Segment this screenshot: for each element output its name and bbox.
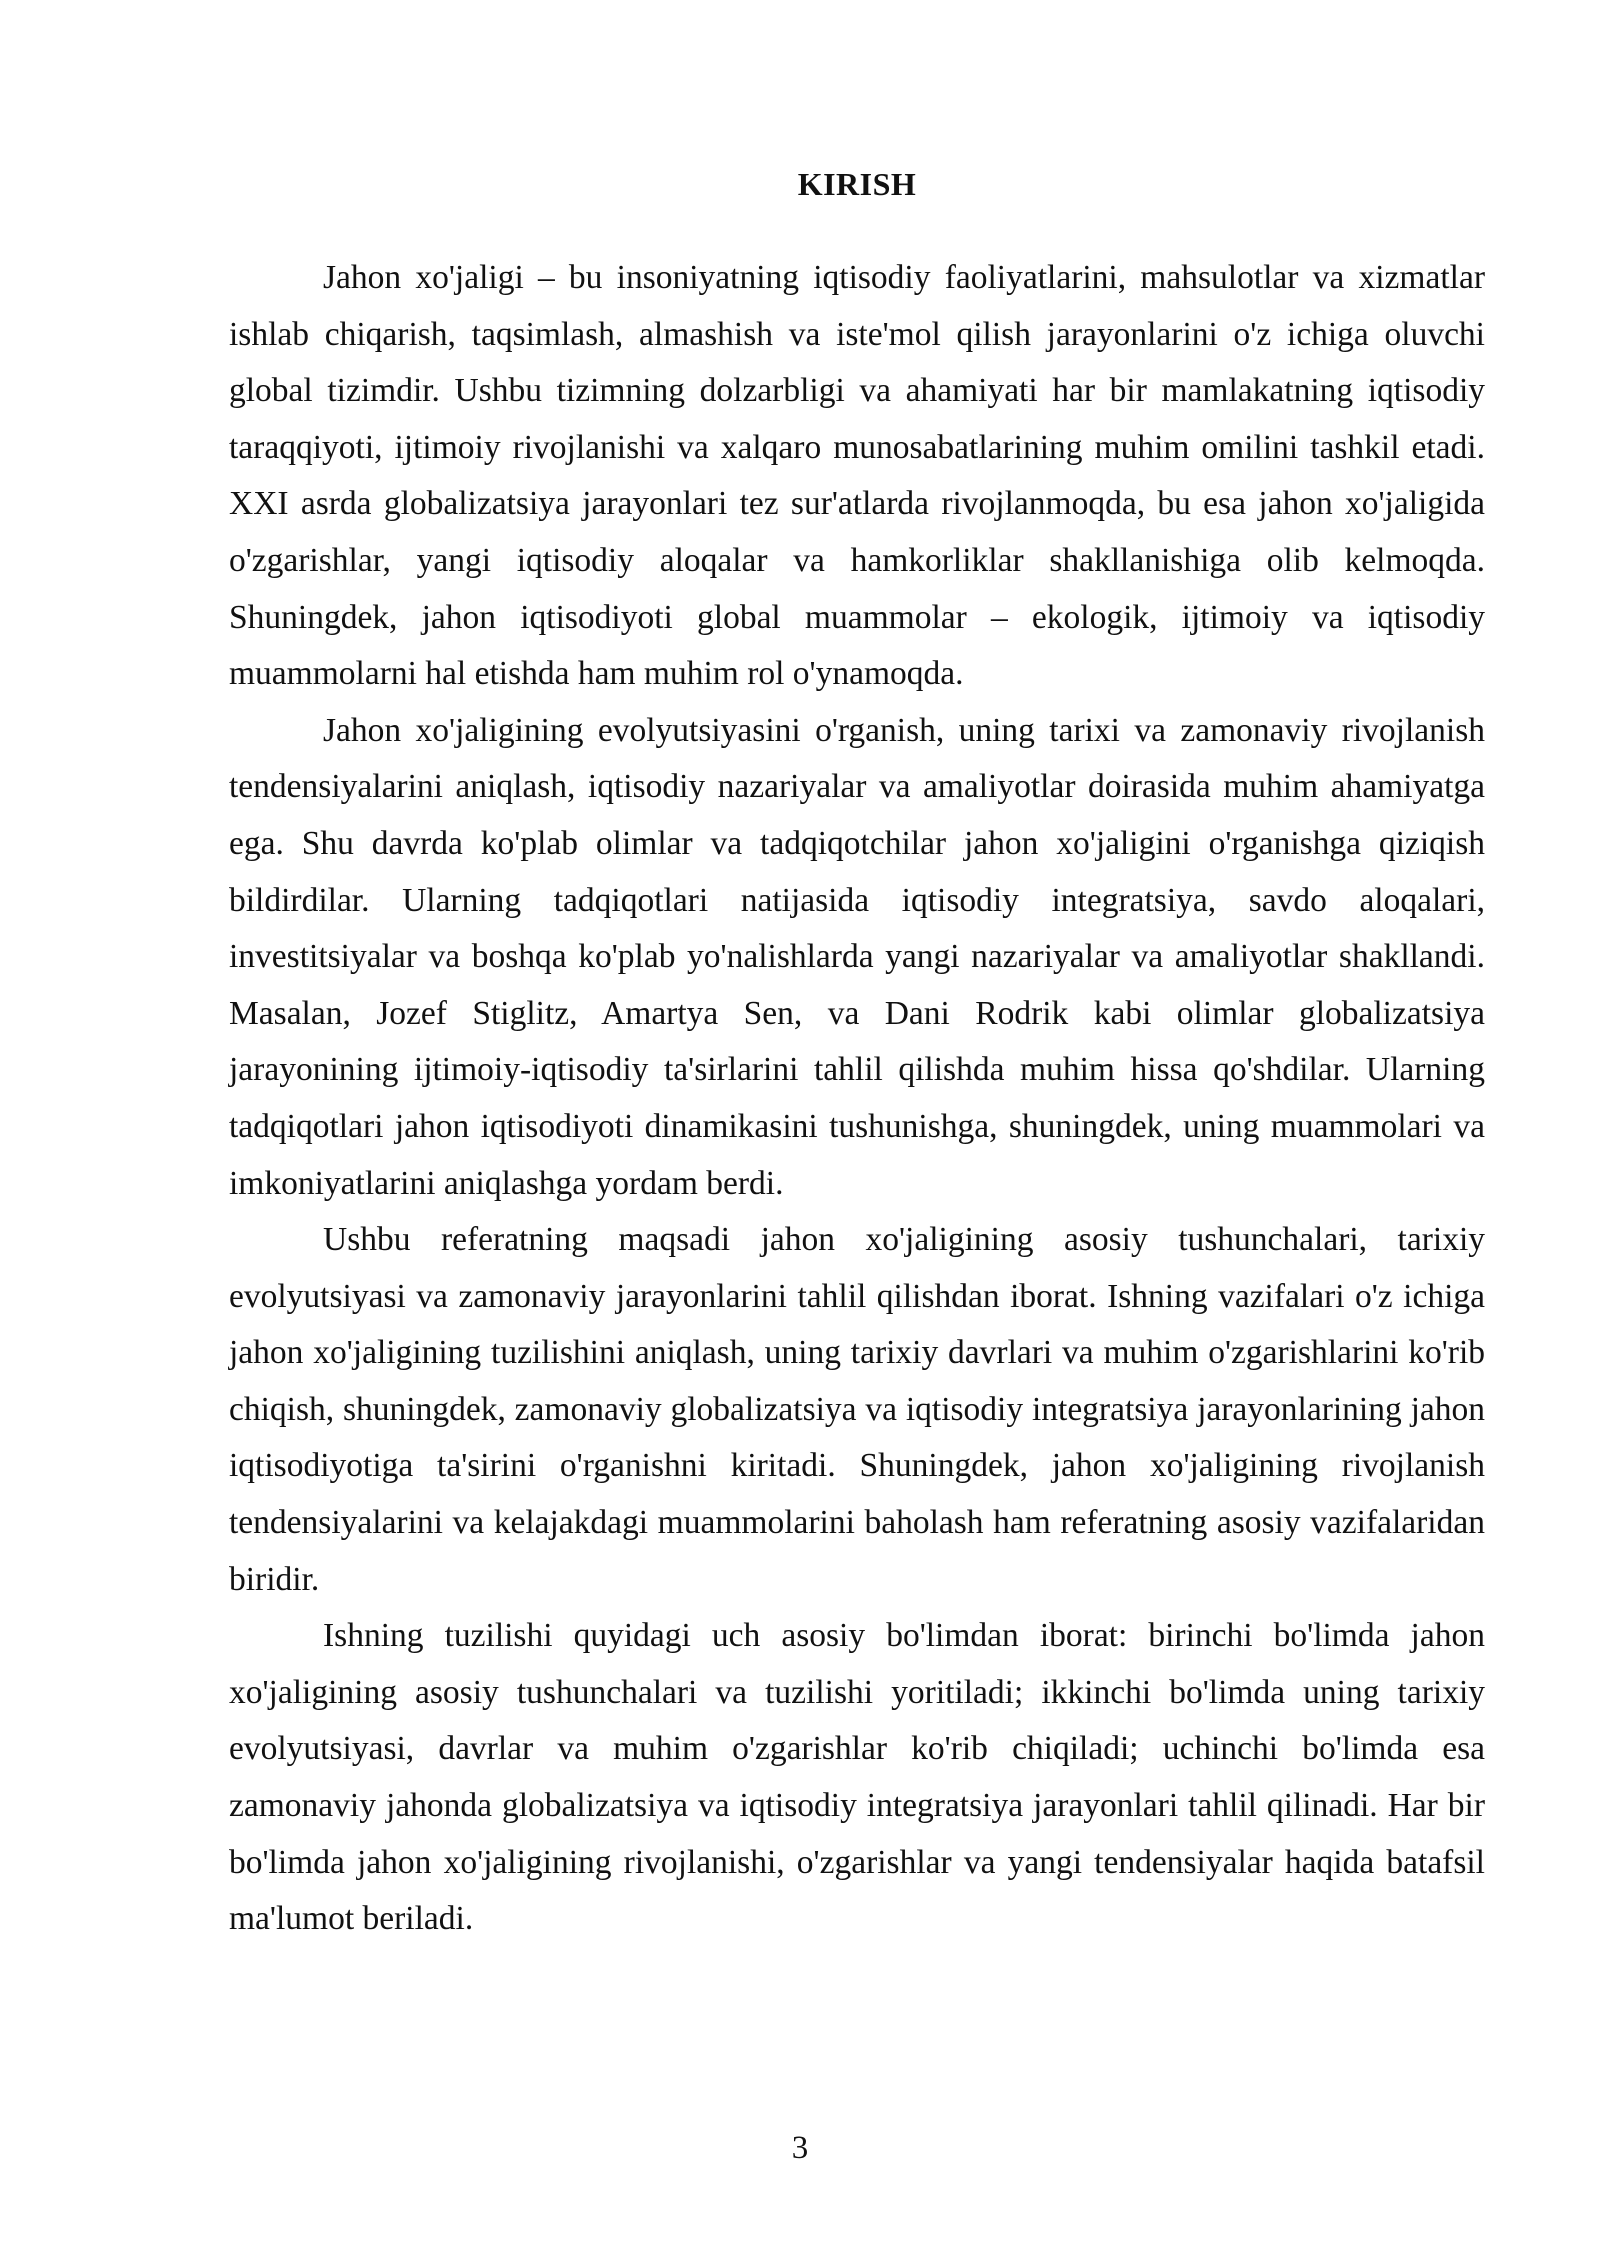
page-number: 3 bbox=[791, 2130, 809, 2166]
paragraph-1: Jahon xo'jaligi – bu insoniyatning iqtisodiy faoliyatlarini, mahsulotlar va xizmatlar ishlab chiqarish, taqsimlash, almashish va iste'mol qilish jarayonlarini o'z ichiga oluvchi global tizimdir. Ushbu tizimning dolzarbligi va ahamiyati har bir mamlakatning iqtisodiy taraqqiyoti, ijtimoiy rivojlanishi va xalqaro munosabatlarining muhim omilini tashkil etadi. XXI asrda globalizatsiya jarayonlari tez sur'atlarda rivojlanmoqda, bu esa jahon xo'jaligida o'zgarishlar, yangi iqtisodiy aloqalar va hamkorliklar shakllanishiga olib kelmoqda. Shuningdek, jahon iqtisodiyoti global muammolar – ekologik, ijtimoiy va iqtisodiy muammolarni hal etishda ham muhim rol o'ynamoqda. bbox=[229, 259, 1485, 693]
page-title: KIRISH bbox=[797, 166, 917, 202]
paragraph-4: Ishning tuzilishi quyidagi uch asosiy bo'limdan iborat: birinchi bo'limda jahon xo'jaligining asosiy tushunchalari va tuzilishi yoritiladi; ikkinchi bo'limda uning tarixiy evolyutsiyasi, davrlar va muhim o'zgarishlar ko'rib chiqiladi; uchinchi bo'limda esa zamonaviy jahonda globalizatsiya va iqtisodiy integratsiya jarayonlari tahlil qilinadi. Har bir bo'limda jahon xo'jaligining rivojlanishi, o'zgarishlar va yangi tendensiyalar haqida batafsil ma'lumot beriladi. bbox=[229, 1617, 1485, 1938]
body-text bbox=[229, 250, 1485, 1948]
paragraph-2: Jahon xo'jaligining evolyutsiyasini o'rganish, uning tarixi va zamonaviy rivojlanish tendensiyalarini aniqlash, iqtisodiy nazariyalar va amaliyotlar doirasida muhim ahamiyatga ega. Shu davrda ko'plab olimlar va tadqiqotchilar jahon xo'jaligini o'rganishga qiziqish bildirdilar. Ularning tadqiqotlari natijasida iqtisodiy integratsiya, savdo aloqalari, investitsiyalar va boshqa ko'plab yo'nalishlarda yangi nazariyalar va amaliyotlar shakllandi. Masalan, Jozef Stiglitz, Amartya Sen, va Dani Rodrik kabi olimlar globalizatsiya jarayonining ijtimoiy-iqtisodiy ta'sirlarini tahlil qilishda muhim hissa qo'shdilar. Ularning tadqiqotlari jahon iqtisodiyoti dinamikasini tushunishga, shuningdek, uning muammolari va imkoniyatlarini aniqlashga yordam berdi. bbox=[229, 711, 1485, 1202]
paragraph-3: Ushbu referatning maqsadi jahon xo'jaligining asosiy tushunchalari, tarixiy evolyutsiyasi va zamonaviy jarayonlarini tahlil qilishdan iborat. Ishning vazifalari o'z ichiga jahon xo'jaligining tuzilishini aniqlash, uning tarixiy davrlari va muhim o'zgarishlarini ko'rib chiqish, shuningdek, zamonaviy globalizatsiya va iqtisodiy integratsiya jarayonlarining jahon iqtisodiyotiga ta'sirini o'rganishni kiritadi. Shuningdek, jahon xo'jaligining rivojlanish tendensiyalarini va kelajakdagi muammolarini baholash ham referatning asosiy vazifalaridan biridir. bbox=[229, 1221, 1485, 1598]
